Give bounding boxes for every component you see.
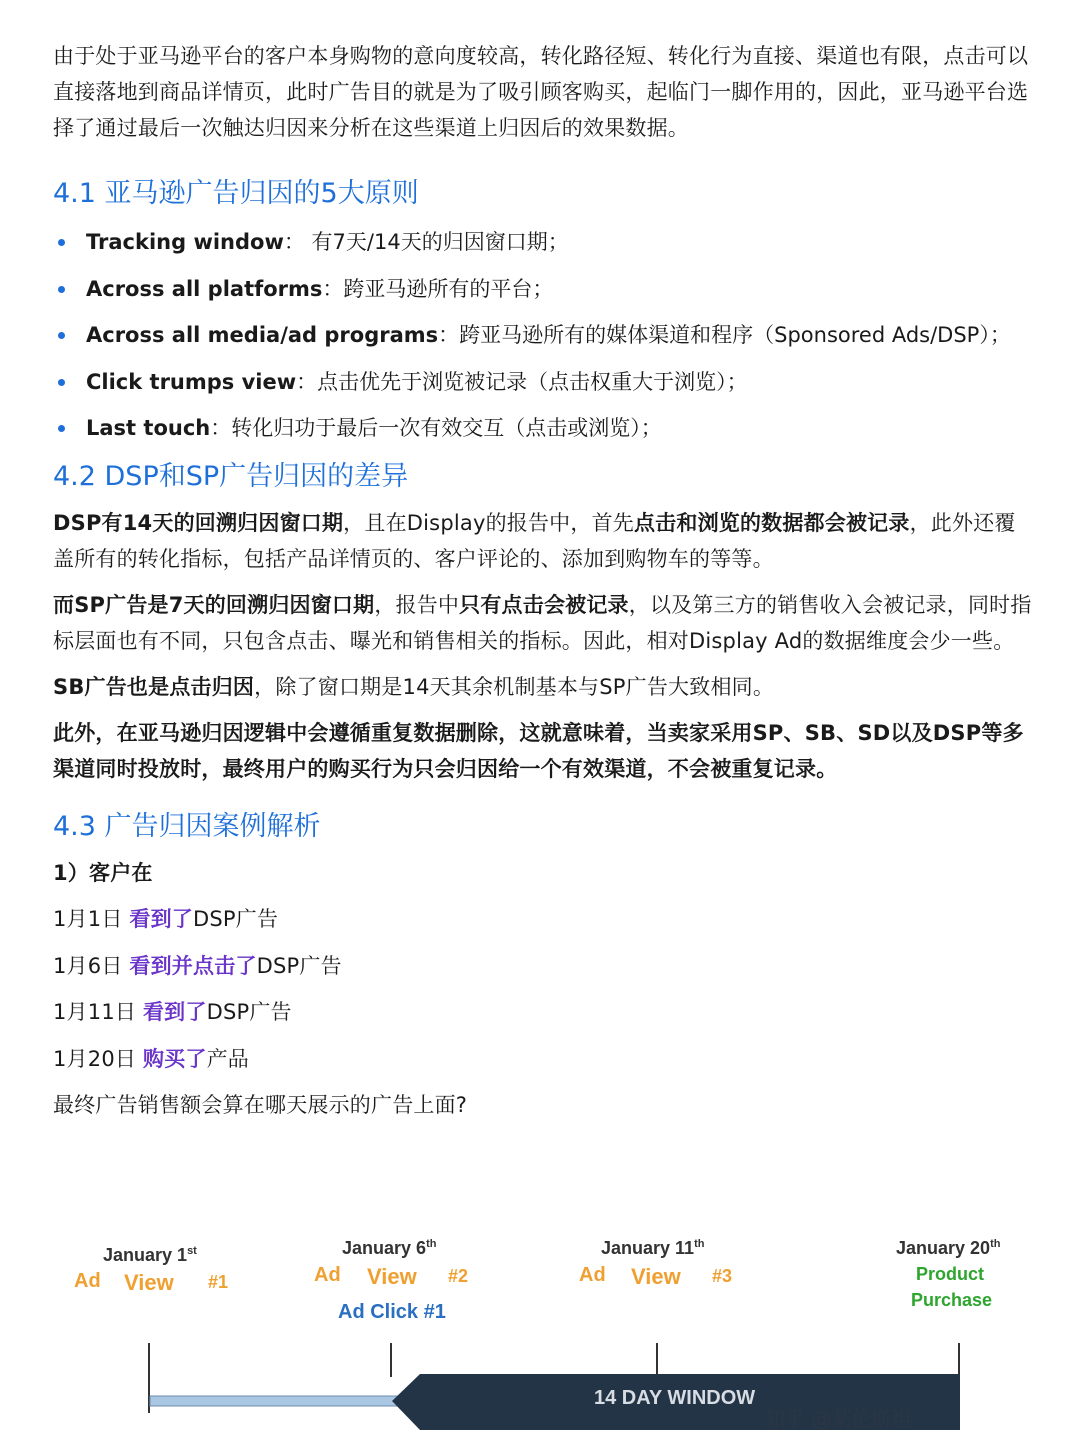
case-line-3: 1月11日 看到了DSP广告	[53, 1000, 292, 1024]
case-line-1: 1月1日 看到了DSP广告	[53, 907, 279, 931]
timeline-svg	[0, 1225, 1080, 1440]
principles-list	[53, 224, 1033, 446]
intro-paragraph: 由于处于亚马逊平台的客户本身购物的意向度较高，转化路径短、转化行为直接、渠道也有限，点击可以直接落地到商品详情页，此时广告目的就是为了吸引顾客购买，起临门一脚作用的，因此，亚马逊平台选择了通过最后一次触达归因来分析在这些渠道上归因后的效果数据。	[53, 44, 1029, 140]
purchase-label-line2: Purchase	[911, 1290, 993, 1310]
event-view-label: View	[124, 1270, 174, 1295]
purchase-label-line1: Product	[916, 1264, 985, 1284]
event-ad-label: Ad	[579, 1264, 606, 1286]
list-item: Across all platforms：跨亚马逊所有的平台；	[53, 271, 1033, 307]
case-question: 最终广告销售额会算在哪天展示的广告上面?	[53, 1093, 468, 1117]
list-item: Click trumps view：点击优先于浏览被记录（点击权重大于浏览）；	[53, 364, 1033, 400]
dedup-paragraph: 此外，在亚马逊归因逻辑中会遵循重复数据删除，这就意味着，当卖家采用SP、SB、SD以及DSP等多渠道同时投放时，最终用户的购买行为只会归因给一个有效渠道，不会被重复记录。	[53, 720, 1024, 781]
sb-paragraph: SB广告也是点击归因，除了窗口期是14天其余机制基本与SP广告大致相同。	[53, 674, 775, 699]
event-date-jan-1: January 1st	[103, 1245, 197, 1265]
attribution-timeline-figure	[0, 1225, 1080, 1440]
event-view-label: View	[631, 1264, 681, 1289]
event-date-jan-11: January 11th	[601, 1238, 705, 1258]
event-date-jan-6: January 6th	[342, 1238, 437, 1258]
event-date-jan-20: January 20th	[896, 1238, 1001, 1258]
timeline-bar	[150, 1396, 400, 1406]
sp-paragraph: 而SP广告是7天的回溯归因窗口期，报告中只有点击会被记录，以及第三方的销售收入会被记录，同时指标层面也有不同，只包含点击、曝光和销售相关的指标。因此，相对Display Ad的数据维度会少一些。	[53, 592, 1032, 653]
watermark: 知乎 @某伦斯坦	[765, 1407, 912, 1431]
case-line-4: 1月20日 购买了产品	[53, 1046, 249, 1071]
event-ad-label: Ad	[74, 1270, 101, 1292]
event-view-number: #3	[712, 1266, 733, 1286]
event-ad-click-label: Ad Click #1	[338, 1301, 446, 1323]
dsp-paragraph: DSP有14天的回溯归因窗口期，且在Display的报告中，首先点击和浏览的数据都会被记录，此外还覆盖所有的转化指标，包括产品详情页的、客户评论的、添加到购物车的等等。	[53, 510, 1016, 571]
list-item: Tracking window： 有7天/14天的归因窗口期；	[53, 224, 1033, 260]
list-item: Last touch：转化归功于最后一次有效交互（点击或浏览）；	[53, 410, 1033, 446]
section-heading-4-2: 4.2 DSP和SP广告归因的差异	[53, 460, 409, 492]
section-heading-4-1: 4.1 亚马逊广告归因的5大原则	[53, 178, 419, 209]
event-view-number: #1	[208, 1272, 229, 1292]
article	[53, 38, 1033, 1134]
case-title: 1）客户在	[53, 860, 153, 885]
list-item: Across all media/ad programs：跨亚马逊所有的媒体渠道和程序（Sponsored Ads/DSP）；	[53, 317, 1033, 353]
event-ad-label: Ad	[314, 1264, 341, 1286]
day-window-label: 14 DAY WINDOW	[594, 1387, 756, 1409]
event-view-label: View	[367, 1264, 417, 1289]
event-view-number: #2	[448, 1266, 469, 1286]
case-line-2: 1月6日 看到并点击了DSP广告	[53, 953, 342, 978]
section-heading-4-3: 4.3 广告归因案例解析	[53, 810, 321, 842]
